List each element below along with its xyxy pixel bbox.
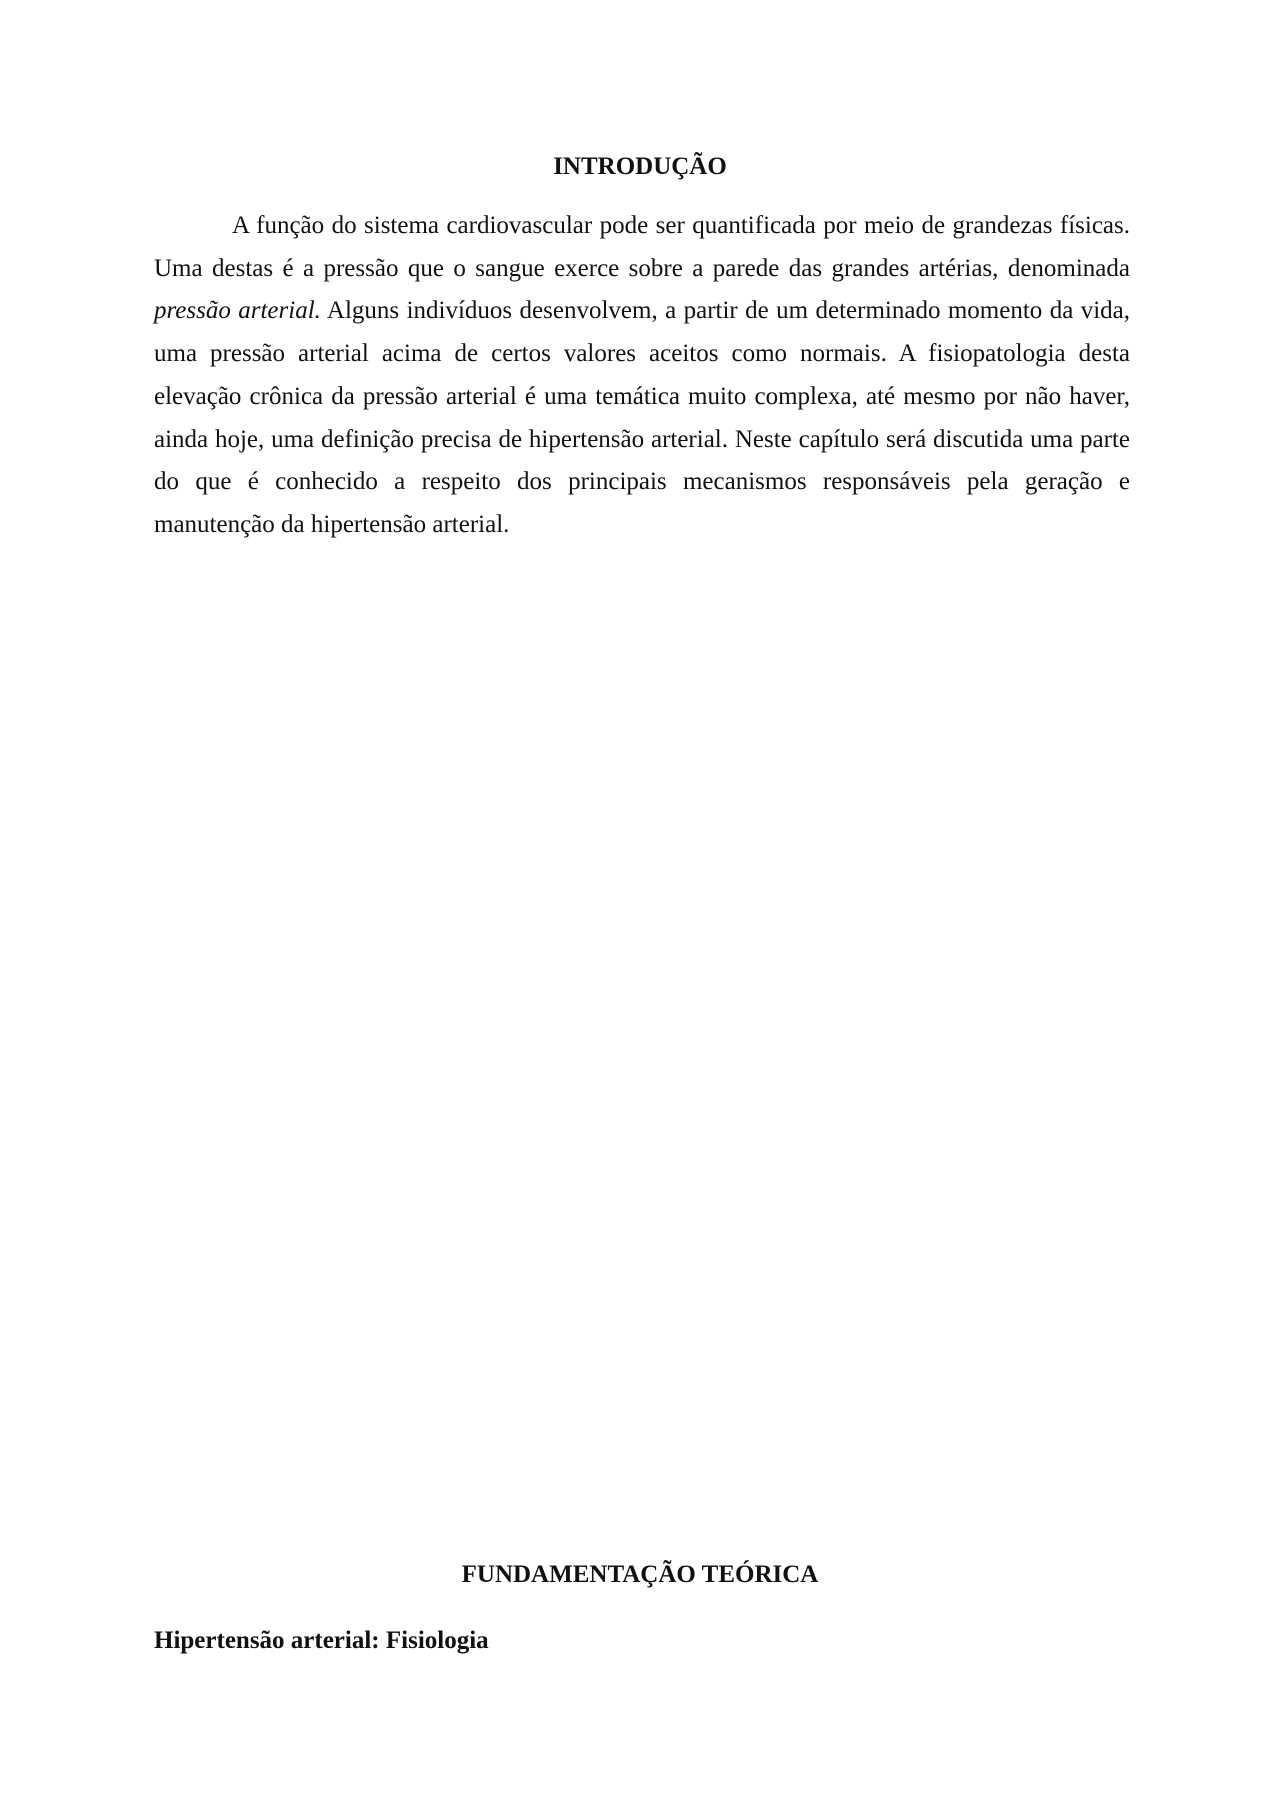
- paragraph-text-end: Alguns indivíduos desenvolvem, a partir de um determinado momento da vida, uma pressão arterial acima de certos valores aceitos como normais. A fisiopatologia desta elevação crônica da pressão arterial é uma temática muito complexa, até mesmo por não haver, ainda hoje, uma definição precisa de hipertensão arterial. Neste capítulo será discutida uma parte do que é conhecido a respeito dos principais mecanismos responsáveis pela geração e manutenção da hipertensão arterial.: [154, 297, 1130, 538]
- paragraph-text-start: A função do sistema cardiovascular pode ser quantificada por meio de grandezas físicas. Uma destas é a pressão que o sangue exerce sobre a parede das grandes artérias, denominada: [154, 212, 1130, 282]
- paragraph-italic-term: pressão arterial.: [154, 297, 321, 325]
- subsection-heading: Hipertensão arterial: Fisiologia: [154, 1627, 489, 1654]
- introduction-heading: INTRODUÇÃO: [553, 153, 727, 180]
- theoretical-foundation-heading: FUNDAMENTAÇÃO TEÓRICA: [461, 1561, 819, 1588]
- introduction-paragraph: [154, 205, 1130, 547]
